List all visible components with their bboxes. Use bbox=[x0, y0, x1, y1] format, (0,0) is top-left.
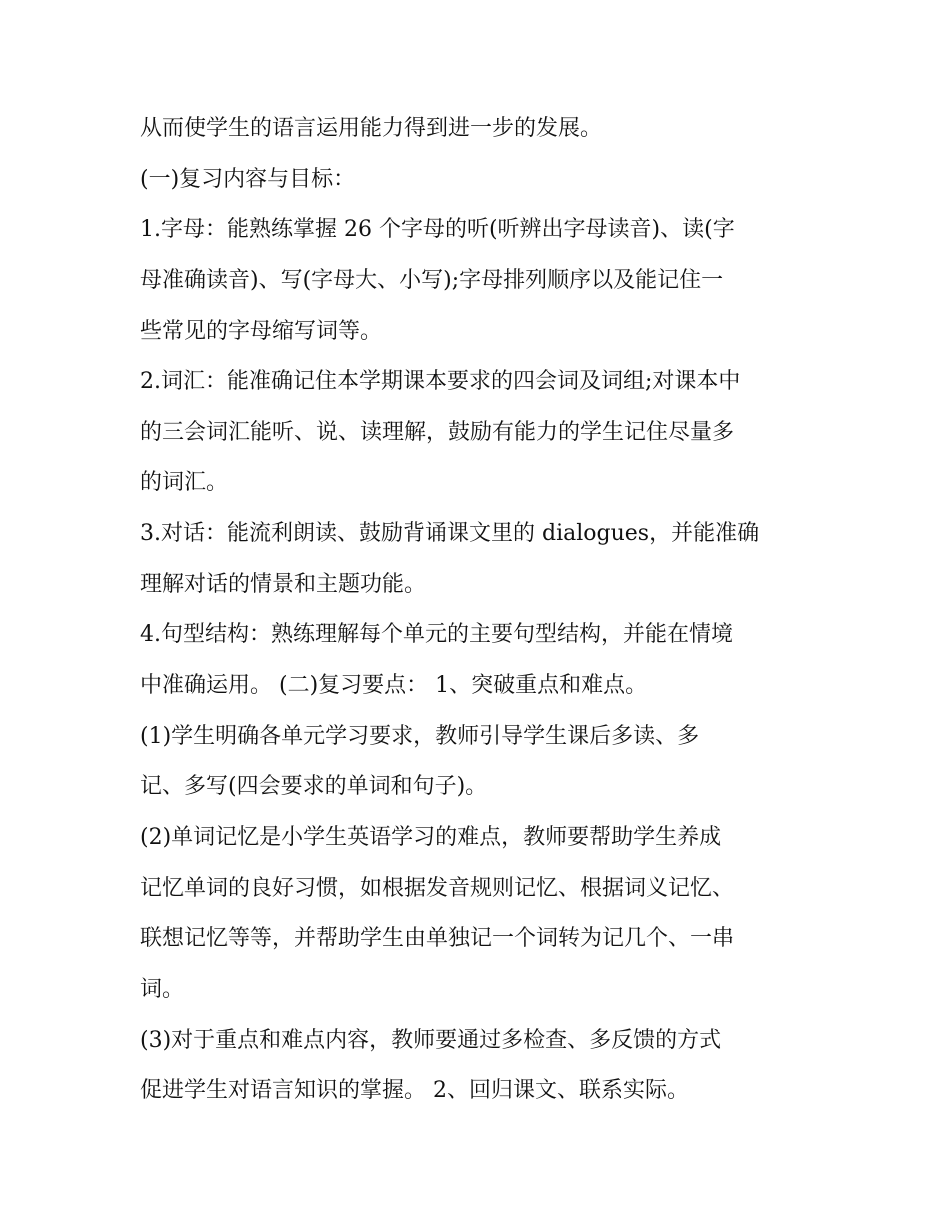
text-line: (3)对于重点和难点内容，教师要通过多检查、多反馈的方式 bbox=[140, 1028, 722, 1053]
text-line: 联想记忆等等，并帮助学生由单独记一个词转为记几个、一串 bbox=[140, 926, 735, 951]
text-line: 的三会词汇能听、说、读理解，鼓励有能力的学生记住尽量多 bbox=[140, 420, 735, 445]
text-line: 促进学生对语言知识的掌握。 2、回归课文、联系实际。 bbox=[140, 1078, 689, 1103]
text-line: 的词汇。 bbox=[140, 470, 229, 495]
text-line: 1.字母：能熟练掌握 26 个字母的听(听辨出字母读音)、读(字 bbox=[140, 217, 735, 242]
text-line: 记、多写(四会要求的单词和句子)。 bbox=[140, 774, 488, 799]
text-line: (1)学生明确各单元学习要求，教师引导学生课后多读、多 bbox=[140, 724, 700, 749]
section-heading: (一)复习内容与目标： bbox=[140, 167, 356, 192]
text-line: 2.词汇：能准确记住本学期课本要求的四会词及词组;对课本中 bbox=[140, 369, 741, 394]
text-line: 3.对话：能流利朗读、鼓励背诵课文里的 dialogues，并能准确 bbox=[140, 521, 760, 546]
text-line: (2)单词记忆是小学生英语学习的难点，教师要帮助学生养成 bbox=[140, 825, 722, 850]
text-line: 词。 bbox=[140, 977, 185, 1002]
text-line: 记忆单词的良好习惯，如根据发音规则记忆、根据词义记忆、 bbox=[140, 876, 735, 901]
text-line: 从而使学生的语言运用能力得到进一步的发展。 bbox=[140, 116, 603, 141]
text-line: 些常见的字母缩写词等。 bbox=[140, 319, 383, 344]
text-line: 理解对话的情景和主题功能。 bbox=[140, 572, 427, 597]
text-line: 母准确读音)、写(字母大、小写);字母排列顺序以及能记住一 bbox=[140, 268, 724, 293]
text-line: 4.句型结构：熟练理解每个单元的主要句型结构，并能在情境 bbox=[140, 622, 733, 647]
text-line: 中准确运用。 (二)复习要点： 1、突破重点和难点。 bbox=[140, 673, 648, 698]
